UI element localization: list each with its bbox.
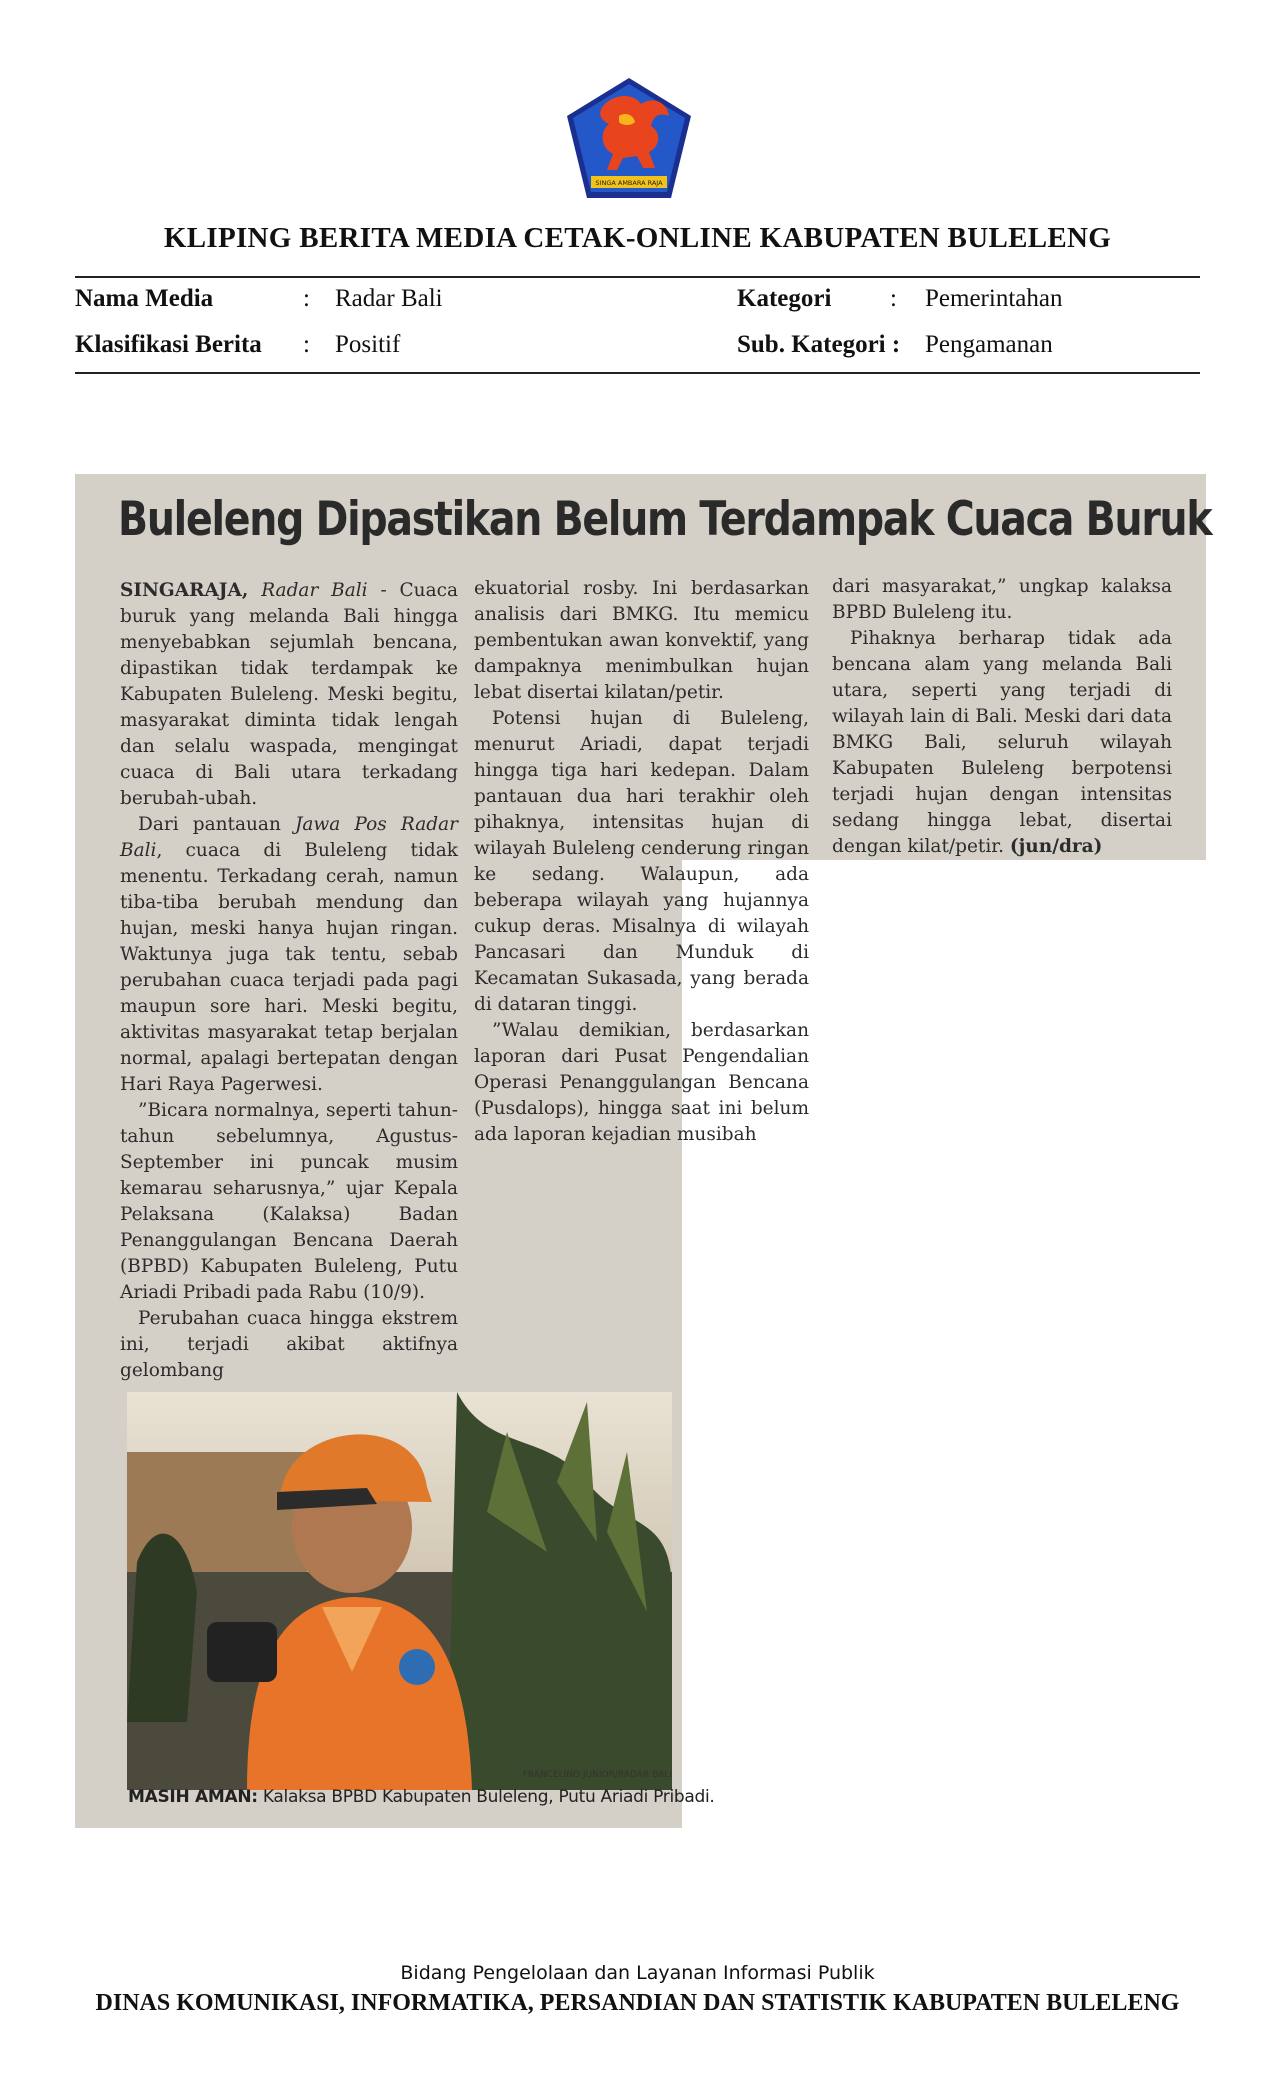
subkategori-value: Pengamanan [925,331,1053,358]
paragraph: ”Bicara normalnya, seperti tahun-tahun sebelumnya, Agustus-September ini puncak musim kemarau seharusnya,” ujar Kepala Pelaksana (Kalaksa) Badan Penanggulangan Bencana Daerah (BPBD) Kabupaten Buleleng, Putu Ariadi Pribadi pada Rabu (10/9). [120,1100,458,1303]
media-value: Radar Bali [335,285,443,312]
kategori-colon: : [890,285,897,312]
media-colon: : [303,285,310,312]
paragraph: ”Walau demikian, berdasarkan laporan dari Pusat Pengendalian Operasi Penanggulangan Bencana (Pusdalops), hingga saat ini belum ada laporan kejadian musibah [474,1020,809,1145]
article-photo [127,1392,672,1790]
caption-lead: MASIH AMAN: [128,1787,258,1807]
subkategori-label: Sub. Kategori : [737,331,901,358]
dateline-place: SINGARAJA, [120,580,249,601]
photo-credit: FRANCELINO JUNIOR/RADAR BALI [522,1770,672,1780]
meta-row-2 [75,331,1200,371]
dateline-media: Radar Bali [261,580,368,601]
paragraph: dari masyarakat,” ungkap kalaksa BPBD Buleleng itu. [832,576,1172,623]
meta-row-1 [75,285,1200,325]
paragraph: Pihaknya berharap tidak ada bencana alam yang melanda Bali utara, seperti yang terjadi di wilayah lain di Bali. Meski dari data BMKG Bali, seluruh wilayah Kabupaten Buleleng berpotensi terjadi hujan dengan intensitas sedang hingga lebat, disertai dengan kilat/petir. [832,628,1172,857]
paragraph: Perubahan cuaca hingga ekstrem ini, terjadi akibat aktifnya gelombang [120,1308,458,1381]
photo-caption [128,1787,715,1807]
article-column-1: SINGARAJA, Radar Bali - Cuaca buruk yang melanda Bali hingga menyebabkan sejumlah bencana, dipastikan tidak terdampak ke Kabupaten Buleleng. Meski begitu, masyarakat diminta tidak lengah dan selalu waspada, mengingat cuaca di Bali utara terkadang berubah-ubah. Dari pantauan Jawa Pos Radar Bali, cuaca di Buleleng tidak menentu. Terkadang cerah, namun tiba-tiba berubah mendung dan hujan, meski hanya hujan ringan. Waktunya juga tak tentu, sebab perubahan cuaca terjadi pada pagi maupun sore hari. Meski begitu, aktivitas masyarakat tetap berjalan normal, apalagi bertepatan dengan Hari Raya Pagerwesi. ”Bicara normalnya, seperti tahun-tahun sebelumnya, Agustus-September ini puncak musim kemarau seharusnya,” ujar Kepala Pelaksana (Kalaksa) Badan Penanggulangan Bencana Daerah (BPBD) Kabupaten Buleleng, Putu Ariadi Pribadi pada Rabu (10/9). Perubahan cuaca hingga ekstrem ini, terjadi akibat aktifnya gelombang [120,578,458,1384]
caption-text: Kalaksa BPBD Kabupaten Buleleng, Putu Ariadi Pribadi. [262,1787,715,1807]
logo-motto: SINGA AMBARA RAJA [595,179,663,187]
article-column-3 [832,574,1172,860]
kategori-label: Kategori [737,285,832,312]
kategori-value: Pemerintahan [925,285,1063,312]
footer-agency: DINAS KOMUNIKASI, INFORMATIKA, PERSANDIAN DAN STATISTIK KABUPATEN BULELENG [95,1990,1180,2016]
divider-top [75,276,1200,278]
media-label: Nama Media [75,285,214,312]
buleleng-crest-logo [563,76,695,200]
paragraph: - Cuaca buruk yang melanda Bali hingga menyebabkan sejumlah bencana, dipastikan tidak terdampak ke Kabupaten Buleleng. Meski begitu, masyarakat diminta tidak lengah dan selalu waspada, mengingat cuaca di Bali utara terkadang berubah-ubah. [120,580,459,809]
paragraph: ekuatorial rosby. Ini berdasarkan analisis dari BMKG. Itu memicu pembentukan awan konvektif, yang dampaknya menimbulkan hujan lebat disertai kilatan/petir. [474,578,809,703]
divider-bottom [75,372,1200,374]
klasifikasi-colon: : [303,331,310,358]
author-sign: (jun/dra) [1009,836,1103,857]
paragraph: Potensi hujan di Buleleng, menurut Ariadi, dapat terjadi hingga tiga hari kedepan. Dalam pantauan dua hari terakhir oleh pihaknya, intensitas hujan di wilayah Buleleng cenderung ringan ke sedang. Walaupun, ada beberapa wilayah yang hujannya cukup deras. Misalnya di wilayah Pancasari dan Munduk di Kecamatan Sukasada, yang berada di dataran tinggi. [474,708,809,1015]
article-column-2 [474,576,809,1148]
klasifikasi-value: Positif [335,331,401,358]
klasifikasi-label: Klasifikasi Berita [75,331,262,358]
footer-division: Bidang Pengelolaan dan Layanan Informasi Publik [400,1962,875,1984]
media-mention: Jawa Pos Radar Bali [120,814,458,861]
document-title: KLIPING BERITA MEDIA CETAK-ONLINE KABUPATEN BULELENG [163,222,1112,254]
article-headline: Buleleng Dipastikan Belum Terdampak Cuaca Buruk [118,492,1212,547]
